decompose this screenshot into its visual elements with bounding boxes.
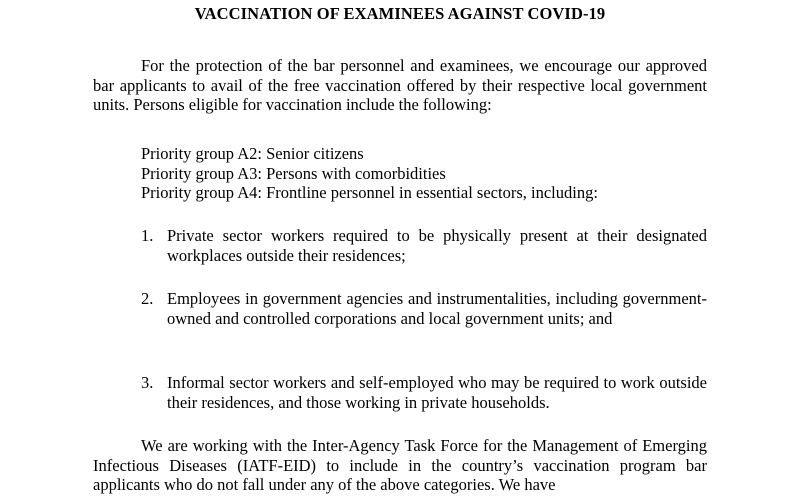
priority-group-list [141,144,598,203]
list-item-number: 2. [141,289,154,308]
list-item-number: 1. [141,226,154,245]
list-item-text: Informal sector workers and self-employed who may be required to work outside their residences, and those working in private households. [167,373,707,412]
priority-group-a4: Priority group A4: Frontline personnel in essential sectors, including: [141,183,598,202]
list-item-number: 3. [141,373,154,392]
list-item-text: Private sector workers required to be physically present at their designated workplaces outside their residences; [167,226,707,265]
list-item [141,289,707,328]
document-title: VACCINATION OF EXAMINEES AGAINST COVID-19 [194,4,606,23]
closing-text: We are working with the Inter-Agency Task Force for the Management of Emerging Infectious Diseases (IATF-EID) to include in the country’s vaccination program bar applicants who do not fall under any of the above categories. We have [93,436,707,494]
closing-paragraph [93,436,707,495]
list-item-text: Employees in government agencies and instrumentalities, including government-owned and controlled corporations and local government units; and [167,289,707,328]
list-item [141,373,707,412]
priority-group-a2: Priority group A2: Senior citizens [141,144,364,163]
priority-group-a3: Priority group A3: Persons with comorbidities [141,163,446,183]
intro-paragraph [93,56,707,115]
intro-text: For the protection of the bar personnel and examinees, we encourage our approved bar applicants to avail of the free vaccination offered by their respective local government units. Persons eligible for vaccination include the following: [93,56,707,114]
list-item [141,226,707,265]
